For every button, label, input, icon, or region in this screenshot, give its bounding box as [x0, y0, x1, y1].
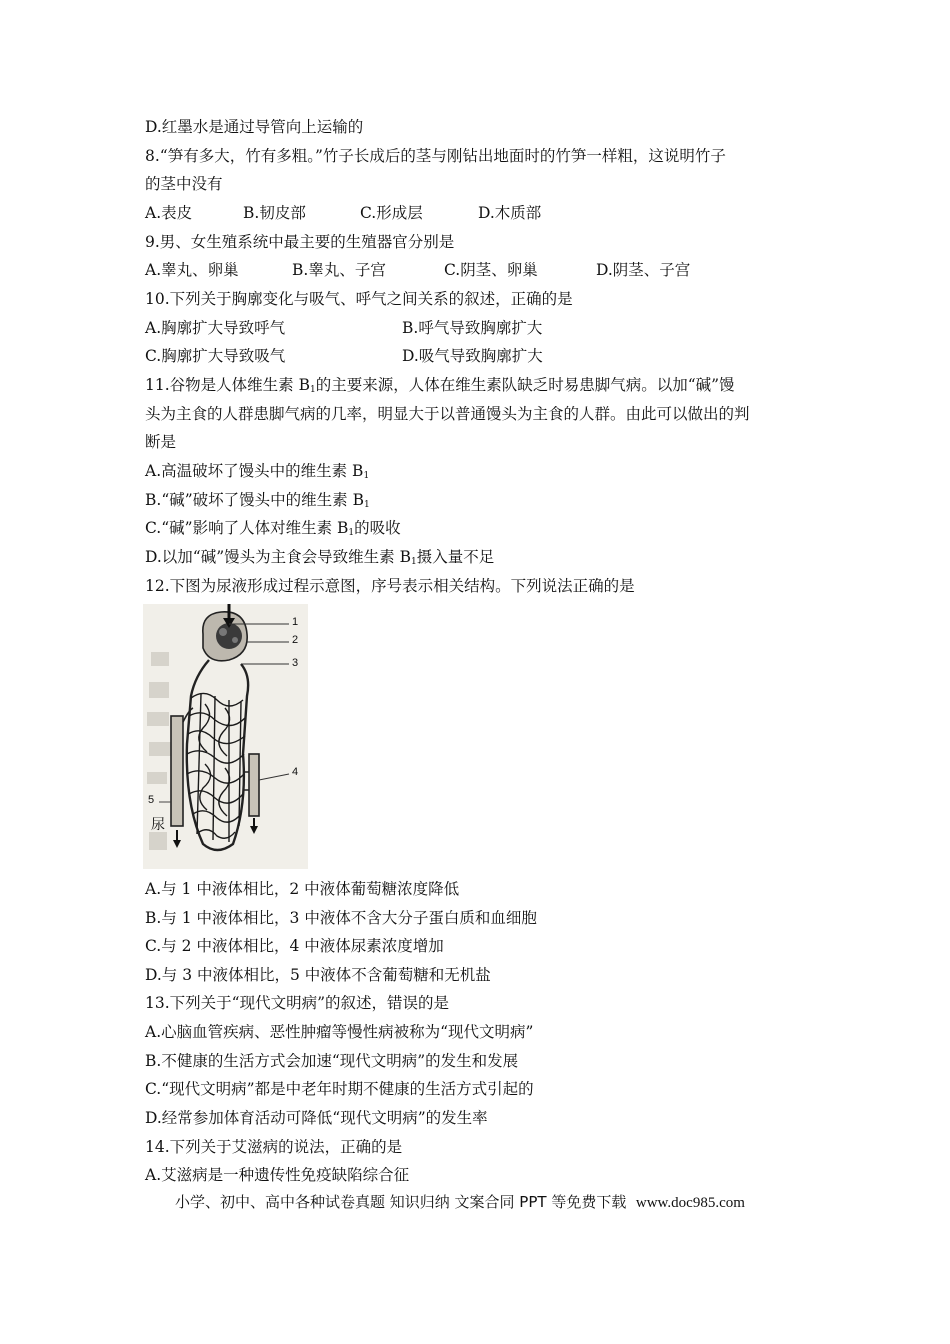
q13-option-d: D.经常参加体育活动可降低“现代文明病”的发生率 [145, 1109, 488, 1127]
diagram-label-5: 5 [148, 794, 155, 806]
question-8-text: 8.“笋有多大，竹有多粗。”竹子长成后的茎与刚钻出地面时的竹笋一样粗，这说明竹子 [145, 147, 726, 165]
q11-option-c: C.“碱”影响了人体对维生素 $B_1$的吸收 [145, 519, 401, 538]
question-12-text: 12.下图为尿液形成过程示意图，序号表示相关结构。下列说法正确的是 [145, 577, 635, 595]
q9-option-c: C.阴茎、卵巢 [444, 261, 538, 279]
diagram-label-3: 3 [292, 657, 299, 669]
footer-url[interactable]: www.doc985.com [635, 1195, 745, 1211]
answer-option-line: D.红墨水是通过导管向上运输的 [145, 118, 364, 136]
question-14-text: 14.下列关于艾滋病的说法，正确的是 [145, 1138, 403, 1156]
q12-option-b: B.与 1 中液体相比，3 中液体不含大分子蛋白质和血细胞 [145, 909, 537, 927]
diagram-label-urine: 尿 [151, 817, 165, 833]
question-10-text: 10.下列关于胸廓变化与吸气、呼气之间关系的叙述，正确的是 [145, 290, 573, 308]
q8-option-a: A.表皮 [145, 204, 193, 222]
q10-option-a: A.胸廓扩大导致呼气 [145, 319, 286, 337]
q8-option-d: D.木质部 [478, 204, 542, 222]
question-11-text: 11.谷物是人体维生素 $B_1$的主要来源，人体在维生素队缺乏时易患脚气病。以加“碱”馒 [145, 376, 735, 395]
q12-option-c: C.与 2 中液体相比，4 中液体尿素浓度增加 [145, 937, 444, 955]
diagram-label-1: 1 [292, 616, 299, 628]
question-9-text: 9.男、女生殖系统中最主要的生殖器官分别是 [145, 233, 455, 251]
q13-option-b: B.不健康的生活方式会加速“现代文明病”的发生和发展 [145, 1052, 519, 1070]
q10-option-c: C.胸廓扩大导致吸气 [145, 347, 286, 365]
question-11-text-end: 断是 [145, 433, 177, 451]
q10-option-d: D.吸气导致胸廓扩大 [402, 347, 543, 365]
question-13-text: 13.下列关于“现代文明病”的叙述，错误的是 [145, 994, 449, 1012]
q11-option-a: A.高温破坏了馒头中的维生素 $B_1$ [145, 462, 370, 481]
q14-option-a: A.艾滋病是一种遗传性免疫缺陷综合征 [145, 1166, 410, 1184]
q9-option-d: D.阴茎、子宫 [596, 261, 691, 279]
question-11-text-cont: 头为主食的人群患脚气病的几率，明显大于以普通馒头为主食的人群。由此可以做出的判 [145, 405, 750, 423]
footer-text: 小学、初中、高中各种试卷真题 知识归纳 文案合同 PPT 等免费下载 [175, 1193, 627, 1211]
q12-option-d: D.与 3 中液体相比，5 中液体不含葡萄糖和无机盐 [145, 966, 491, 984]
q9-option-a: A.睾丸、卵巢 [145, 261, 239, 279]
q13-option-a: A.心脑血管疾病、恶性肿瘤等慢性病被称为“现代文明病” [145, 1023, 534, 1041]
q10-option-b: B.呼气导致胸廓扩大 [402, 319, 543, 337]
q9-option-b: B.睾丸、子宫 [292, 261, 386, 279]
q12-option-a: A.与 1 中液体相比，2 中液体葡萄糖浓度降低 [145, 880, 460, 898]
urine-formation-diagram [143, 604, 308, 869]
q13-option-c: C.“现代文明病”都是中老年时期不健康的生活方式引起的 [145, 1080, 534, 1098]
diagram-label-4: 4 [292, 766, 299, 778]
q8-option-b: B.韧皮部 [243, 204, 306, 222]
diagram-label-2: 2 [292, 634, 299, 646]
q11-option-d: D.以加“碱”馒头为主食会导致维生素 $B_1$摄入量不足 [145, 548, 495, 567]
page-footer [175, 1192, 745, 1213]
q11-option-b: B.“碱”破坏了馒头中的维生素 $B_1$ [145, 491, 370, 510]
q8-option-c: C.形成层 [360, 204, 423, 222]
question-8-text-cont: 的茎中没有 [145, 175, 223, 193]
nephron-illustration [143, 604, 308, 869]
